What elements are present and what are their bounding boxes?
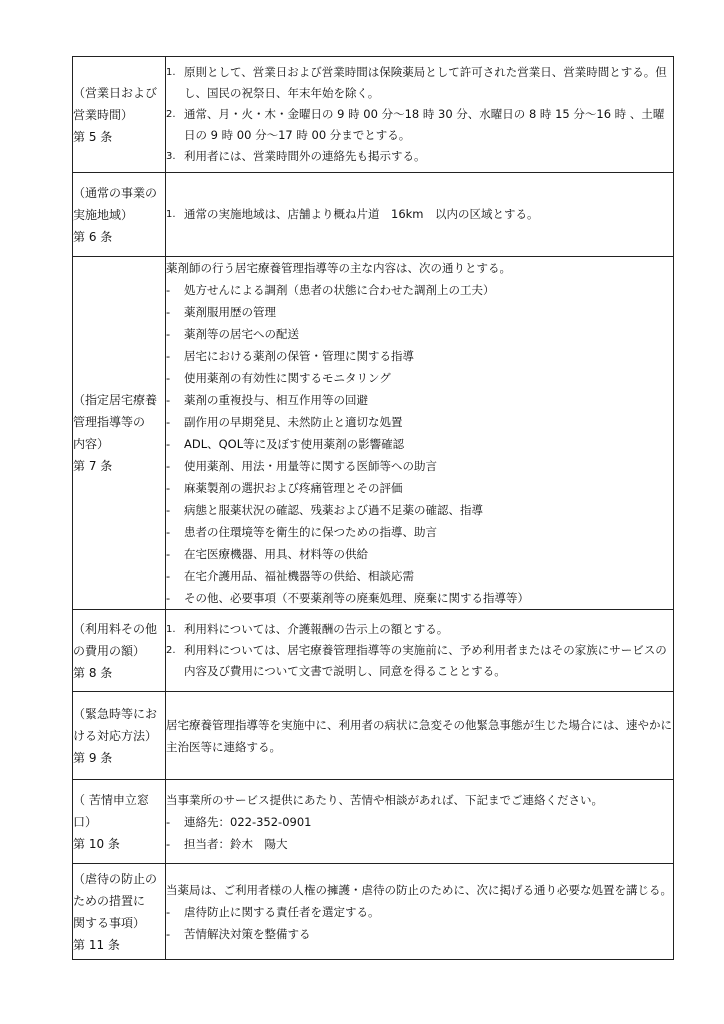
list-item: - 病態と服薬状況の確認、残薬および過不足薬の確認、指導 — [166, 499, 673, 521]
list-item-text: 副作用の早期発見、未然防止と適切な処置 — [184, 415, 403, 429]
row-content — [166, 257, 674, 610]
row-content — [166, 692, 674, 780]
row-label — [73, 57, 166, 173]
numbered-list — [166, 619, 673, 682]
label-line: 口） — [73, 814, 98, 829]
contact-phone: 連絡先：022-352-0901 — [184, 814, 312, 829]
list-item: - 連絡先：022-352-0901 — [166, 811, 673, 833]
list-item-text: 処方せんによる調剤（患者の状態に合わせた調剤上の工夫） — [184, 283, 495, 297]
row-content — [166, 864, 674, 960]
label-line: （利用料その他 — [73, 621, 158, 636]
list-item: 3. 利用者には、営業時間外の連絡先も掲示する。 — [166, 146, 673, 167]
list-item-text: 在宅医療機器、用具、材料等の供給 — [184, 547, 368, 561]
intro-text: 当事業所のサービス提供にあたり、苦情や相談があれば、下記までご連絡ください。 — [166, 792, 603, 807]
list-item-text: 薬剤等の居宅への配送 — [184, 327, 299, 341]
label-line: 第 11 条 — [73, 937, 120, 952]
label-line: 第 5 条 — [73, 129, 113, 144]
label-line: （指定居宅療養 — [73, 393, 158, 407]
label-line: 実施地域） — [73, 207, 134, 222]
label-line: 内容） — [73, 437, 110, 451]
label-line: 第 7 条 — [73, 459, 113, 473]
list-item: - 居宅における薬剤の保管・管理に関する指導 — [166, 345, 673, 367]
intro-text: 薬剤師の行う居宅療養管理指導等の主な内容は、次の通りとする。 — [166, 261, 511, 275]
list-item-text: 苦情解決対策を整備する — [184, 926, 311, 941]
list-item: - 患者の住環境等を衛生的に保つための指導、助言 — [166, 521, 673, 543]
table-row — [73, 864, 674, 960]
list-item: - 在宅医療機器、用具、材料等の供給 — [166, 543, 673, 565]
table-row — [73, 692, 674, 780]
list-item: - 使用薬剤、用法・用量等に関する医師等への助言 — [166, 455, 673, 477]
list-item: 1. 原則として、営業日および営業時間は保険薬局として許可された営業日、営業時間とする。但し、国民の祝祭日、年末年始を除く。 — [166, 62, 673, 104]
bullet-list — [166, 811, 673, 855]
list-item: - 薬剤の重複投与、相互作用等の回避 — [166, 389, 673, 411]
row-content — [166, 173, 674, 257]
label-line: （緊急時等にお — [73, 706, 158, 721]
list-item: 1. 通常の実施地域は、店舗より概ね片道 16km 以内の区域とする。 — [166, 204, 673, 225]
list-item: - 処方せんによる調剤（患者の状態に合わせた調剤上の工夫） — [166, 279, 673, 301]
label-line: （ 苦情申立窓 — [73, 792, 149, 807]
list-item: - 使用薬剤の有効性に関するモニタリング — [166, 367, 673, 389]
row-content — [166, 780, 674, 864]
label-line: ける対応方法） — [73, 728, 158, 743]
row-label — [73, 257, 166, 610]
list-item: - 担当者：鈴木 陽大 — [166, 833, 673, 855]
list-item-text: 使用薬剤の有効性に関するモニタリング — [184, 371, 391, 385]
list-item: - 薬剤等の居宅への配送 — [166, 323, 673, 345]
label-line: 関する事項） — [73, 915, 146, 930]
list-item-text: 通常の実施地域は、店舗より概ね片道 16km 以内の区域とする。 — [184, 207, 539, 221]
list-item: - その他、必要事項（不要薬剤等の廃棄処理、廃棄に関する指導等） — [166, 587, 673, 609]
list-item: - 苦情解決対策を整備する — [166, 923, 673, 945]
bullet-list — [166, 901, 673, 945]
list-item-text: その他、必要事項（不要薬剤等の廃棄処理、廃棄に関する指導等） — [184, 591, 529, 605]
list-item-text: 使用薬剤、用法・用量等に関する医師等への助言 — [184, 459, 437, 473]
list-item: - 薬剤服用歴の管理 — [166, 301, 673, 323]
table-row — [73, 257, 674, 610]
label-line: 第 10 条 — [73, 836, 120, 851]
list-item: - ADL、QOL等に及ぼす使用薬剤の影響確認 — [166, 433, 673, 455]
list-item-text: 居宅における薬剤の保管・管理に関する指導 — [184, 349, 414, 363]
row-content — [166, 610, 674, 692]
row-text: 居宅療養管理指導等を実施中に、利用者の病状に急変その他緊急事態が生じた場合には、速やかに主治医等に連絡する。 — [166, 717, 672, 754]
label-line: 営業時間） — [73, 107, 134, 122]
table-row — [73, 610, 674, 692]
table-row — [73, 780, 674, 864]
label-line: 第 8 条 — [73, 665, 113, 680]
row-content — [166, 57, 674, 173]
intro-text: 当薬局は、ご利用者様の人権の擁護・虐待の防止のために、次に掲げる通り必要な処置を講じる。 — [166, 882, 672, 897]
list-item-text: 利用者には、営業時間外の連絡先も掲示する。 — [184, 149, 426, 163]
label-line: ための措置に — [73, 893, 146, 908]
row-label — [73, 610, 166, 692]
list-item-text: 薬剤服用歴の管理 — [184, 305, 276, 319]
list-item-text: 薬剤の重複投与、相互作用等の回避 — [184, 393, 368, 407]
list-item: - 副作用の早期発見、未然防止と適切な処置 — [166, 411, 673, 433]
label-line: （営業日および — [73, 85, 158, 100]
list-item-text: 在宅介護用品、福祉機器等の供給、相談応需 — [184, 569, 414, 583]
list-item-text: 原則として、営業日および営業時間は保険薬局として許可された営業日、営業時間とする。但し、国民の祝祭日、年末年始を除く。 — [184, 65, 667, 100]
list-item-text: 通常、月・火・木・金曜日の 9 時 00 分～18 時 30 分、水曜日の 8 時 15 分～16 時 、土曜日の 9 時 00 分～17 時 00 分までとする。 — [184, 107, 665, 142]
list-item-text: 虐待防止に関する責任者を選定する。 — [184, 904, 380, 919]
bullet-list — [166, 279, 673, 609]
row-label — [73, 692, 166, 780]
row-label — [73, 780, 166, 864]
label-line: （虐待の防止の — [73, 871, 158, 886]
row-label — [73, 173, 166, 257]
list-item: 1. 利用料については、介護報酬の告示上の額とする。 — [166, 619, 673, 640]
list-item-text: 患者の住環境等を衛生的に保つための指導、助言 — [184, 525, 437, 539]
list-item: - 在宅介護用品、福祉機器等の供給、相談応需 — [166, 565, 673, 587]
list-item-text: 利用料については、居宅療養管理指導等の実施前に、予め利用者またはその家族にサービスの内容及び費用について文書で説明し、同意を得ることとする。 — [184, 643, 667, 678]
table-row — [73, 173, 674, 257]
list-item: 2. 利用料については、居宅療養管理指導等の実施前に、予め利用者またはその家族にサービスの内容及び費用について文書で説明し、同意を得ることとする。 — [166, 640, 673, 682]
numbered-list — [166, 204, 673, 225]
numbered-list — [166, 62, 673, 167]
list-item-text: 病態と服薬状況の確認、残薬および過不足薬の確認、指導 — [184, 503, 483, 517]
rules-table — [72, 56, 674, 960]
list-item: - 虐待防止に関する責任者を選定する。 — [166, 901, 673, 923]
label-line: 第 6 条 — [73, 229, 113, 244]
list-item-text: 利用料については、介護報酬の告示上の額とする。 — [184, 622, 449, 636]
table-row — [73, 57, 674, 173]
contact-person: 担当者：鈴木 陽大 — [184, 836, 288, 851]
list-item: 2. 通常、月・火・木・金曜日の 9 時 00 分～18 時 30 分、水曜日の 8 時 15 分～16 時 、土曜日の 9 時 00 分～17 時 00 分までとする。 — [166, 104, 673, 146]
list-item: - 麻薬製剤の選択および疼痛管理とその評価 — [166, 477, 673, 499]
list-item-text: 麻薬製剤の選択および疼痛管理とその評価 — [184, 481, 403, 495]
list-item-text: ADL、QOL等に及ぼす使用薬剤の影響確認 — [184, 437, 405, 451]
label-line: 管理指導等の — [73, 415, 146, 429]
label-line: の費用の額） — [73, 643, 146, 658]
label-line: 第 9 条 — [73, 750, 113, 765]
row-label — [73, 864, 166, 960]
label-line: （通常の事業の — [73, 185, 158, 200]
